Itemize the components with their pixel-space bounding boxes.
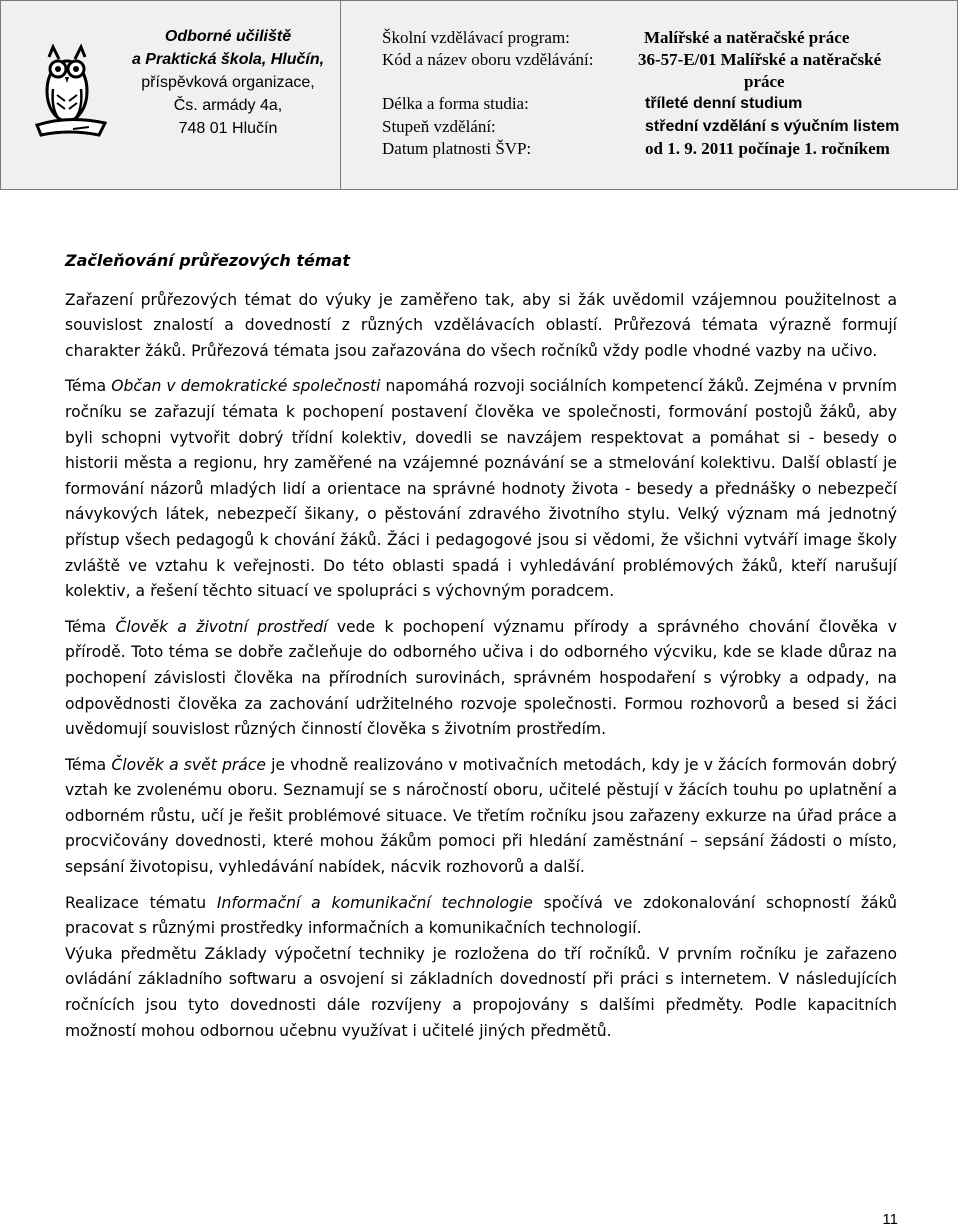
document-header bbox=[0, 0, 958, 190]
work-text: je vhodně realizováno v motivačních metodách, kdy je v žácích formován dobrý vztah ke zvolenému oboru. Seznamují se s náročností oboru, učitelé pěstují v žácích touhu po uplatnění a odborném růstu, učí je řešit problémové situace. Ve třetím ročníku jsou zařazeny exkurze na úřad práce a procvičovány dovednosti, které mohou žákům pomoci při hledání zaměstnání – sepsání žádosti o místo, sepsání životopisu, vyhledávání nabídek, nácvik rozhovorů a další. bbox=[65, 755, 898, 877]
page-number: 11 bbox=[882, 1211, 898, 1228]
level-label: Stupeň vzdělání: bbox=[382, 117, 496, 136]
citizen-lead: Téma bbox=[65, 377, 112, 396]
work-topic: Člověk a svět práce bbox=[111, 755, 266, 774]
school-info-cell bbox=[1, 1, 341, 189]
school-address-city: 748 01 Hlučín bbox=[178, 120, 278, 137]
computing-paragraph: Výuka předmětu Základy výpočetní techniky je rozložena do tří ročníků. V prvním ročníku je zařazeno ovládání základního softwaru a osvojení si základních dovedností při práci s internetem. V následujících ročnících jsou tyto dovednosti dále rozvíjeny a propojovány s dalšími předměty. Podle kapacitních možností mohou odbornou učebnu využívat i učitelé jiných předmětů. bbox=[65, 944, 897, 1040]
work-lead: Téma bbox=[65, 755, 112, 774]
document-body bbox=[65, 248, 897, 1054]
school-name-line2: a Praktická škola, Hlučín, bbox=[131, 51, 325, 68]
duration-value: tříleté denní studium bbox=[645, 95, 803, 112]
program-label: Školní vzdělávací program: bbox=[382, 28, 570, 47]
environment-paragraph bbox=[65, 615, 897, 743]
field-value: 36-57-E/01 Malířské a natěračské bbox=[638, 50, 882, 69]
environment-lead: Téma bbox=[65, 617, 116, 636]
validity-label: Datum platnosti ŠVP: bbox=[382, 139, 532, 158]
school-address bbox=[117, 25, 339, 140]
citizen-paragraph bbox=[65, 374, 897, 604]
section-title: Začleňování průřezových témat bbox=[65, 251, 350, 270]
ict-text: spočívá ve zdokonalování schopností žáků pracovat s různými prostředky informačních a komunikačních technologií. bbox=[65, 893, 898, 938]
validity-value: od 1. 9. 2011 počínaje 1. ročníkem bbox=[645, 139, 890, 158]
citizen-text: napomáhá rozvoji sociálních kompetencí žáků. Zejména v prvním ročníku se zařazují témata k pochopení postavení člověka ve společnosti, formování postojů žáků, aby byli schopni vytvořit dobrý třídní kolektiv, dovedli se navzájem respektovat a pomáhat si - besedy o historii města a regionu, hry zaměřené na vzájemné poznávání se a stmelování kolektivu. Další oblastí je formování názorů mladých lidí a orientace na správné hodnoty života - besedy a přednášky o nebezpečí návykových látek, nebezpečí šikany, o pěstování zdravého životního stylu. Velký význam má jednotný přístup všech pedagogů k chování žáků. Žáci i pedagogové jsou si vědomi, že všichni vytváří image školy zvláště ve vztahu k veřejnosti. Do této oblasti spadá i vyhledávání problémových žáků, kteří narušují kolektiv, a řešení těchto situací ve spolupráci s výchovným poradcem. bbox=[65, 377, 898, 601]
citizen-topic: Občan v demokratické společnosti bbox=[111, 377, 381, 396]
school-name-line1: Odborné učiliště bbox=[164, 28, 292, 45]
environment-text: vede k pochopení významu přírody a správného chování člověka v přírodě. Toto téma se dobře začleňuje do odborného učiva i do odborného výcviku, kde se klade důraz na pochopení závislosti člověka na přírodních surovinách, správném hospodaření s výrobky a odpady, na odpovědnosti člověka za zachování udržitelného rozvoje společnosti. Formou rozhovorů a besed si žáci uvědomují souvislost různých činností člověka s životním prostředím. bbox=[65, 617, 898, 739]
program-info-cell bbox=[342, 1, 957, 189]
school-name-line3: příspěvková organizace, bbox=[141, 74, 315, 91]
ict-paragraph bbox=[65, 891, 897, 942]
ict-topic: Informační a komunikační technologie bbox=[216, 893, 533, 912]
duration-label: Délka a forma studia: bbox=[382, 94, 529, 113]
level-value: střední vzdělání s výučním listem bbox=[645, 118, 900, 135]
intro-paragraph: Zařazení průřezových témat do výuky je zaměřeno tak, aby si žák uvědomil vzájemnou použitelnost a souvislost znalostí a dovedností z různých vzdělávacích oblastí. Průřezová témata výrazně formují charakter žáků. Průřezová témata jsou zařazována do všech ročníků vždy podle vhodné vazby na učivo. bbox=[65, 290, 897, 360]
ict-lead: Realizace tématu bbox=[65, 893, 217, 912]
owl-logo-icon bbox=[29, 39, 109, 139]
school-address-street: Čs. armády 4a, bbox=[173, 97, 283, 114]
program-value: Malířské a natěračské práce bbox=[644, 28, 850, 47]
field-value-cont: práce bbox=[744, 72, 785, 91]
work-paragraph bbox=[65, 753, 897, 881]
environment-topic: Člověk a životní prostředí bbox=[115, 617, 328, 636]
field-label: Kód a název oboru vzdělávání: bbox=[382, 50, 594, 69]
